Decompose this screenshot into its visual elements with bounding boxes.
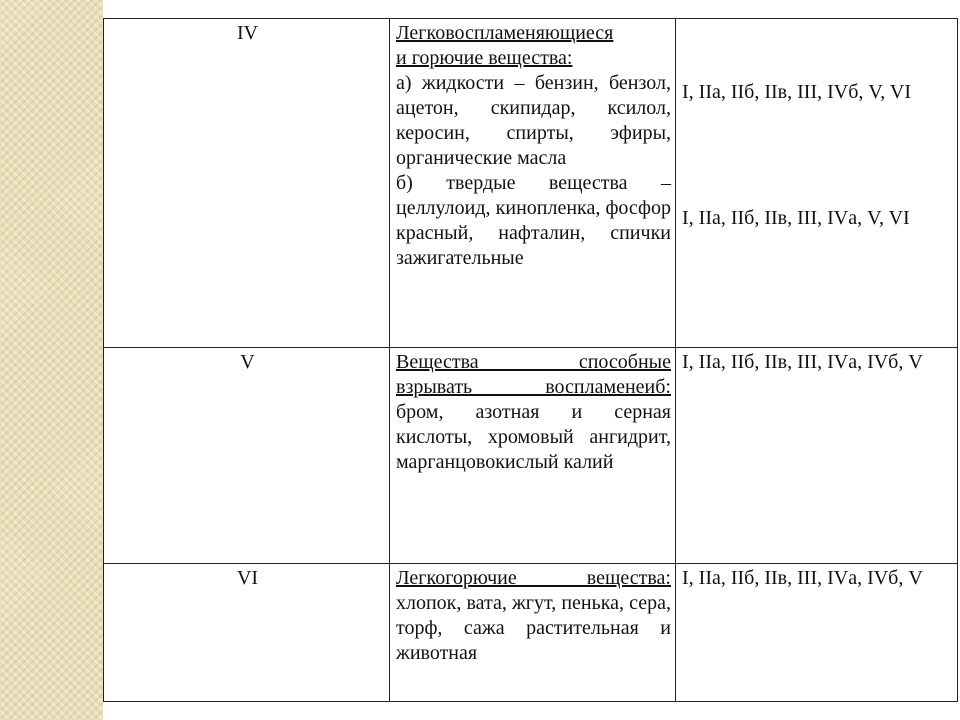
table-row <box>104 348 958 564</box>
item-description: бром, азотная и серная кислоты, хромовый ангидрит, марганцовокислый калий <box>396 401 671 473</box>
compatibility-cell <box>676 19 958 348</box>
table-row <box>104 564 958 702</box>
compatibility-list: I, IIа, IIб, IIв, III, IVа, IVб, V <box>682 567 923 589</box>
category-heading-continued: взрывать воспламенеиб: <box>396 376 671 398</box>
compat-spacer <box>682 21 953 80</box>
description-cell <box>390 564 676 702</box>
substance-compatibility-table <box>103 18 958 702</box>
class-cell <box>104 348 390 564</box>
description-cell <box>390 19 676 348</box>
description-cell <box>390 348 676 564</box>
class-cell <box>104 564 390 702</box>
decorative-side-band <box>0 0 103 720</box>
compatibility-cell <box>676 348 958 564</box>
compatibility-cell <box>676 564 958 702</box>
class-cell <box>104 19 390 348</box>
class-number: VI <box>236 567 259 589</box>
compatibility-list: I, IIа, IIб, IIв, III, IVа, IVб, V <box>682 351 923 373</box>
category-heading: Вещества способные <box>396 351 671 373</box>
item-description: хлопок, вата, жгут, пенька, сера, торф, сажа растительная и животная <box>396 592 671 664</box>
category-heading: Легковоспламеняющиеся <box>396 22 614 44</box>
class-number: IV <box>236 22 259 44</box>
category-heading-continued: и горючие вещества: <box>396 47 573 69</box>
compatibility-liquids: I, IIа, IIб, IIв, III, IVб, V, VI <box>682 81 911 103</box>
compatibility-solids: I, IIа, IIб, IIв, III, IVа, V, VI <box>682 207 910 229</box>
item-solids: б) твердые вещества – целлулоид, кинопленка, фосфор красный, нафталин, спички зажигательные <box>396 172 671 269</box>
table-row <box>104 19 958 348</box>
class-number: V <box>240 351 255 373</box>
compat-spacer <box>682 105 953 206</box>
category-heading: Легкогорючие вещества: <box>396 567 671 589</box>
item-liquids: а) жидкости – бензин, бензол, ацетон, скипидар, ксилол, керосин, спирты, эфиры, органические масла <box>396 72 671 169</box>
